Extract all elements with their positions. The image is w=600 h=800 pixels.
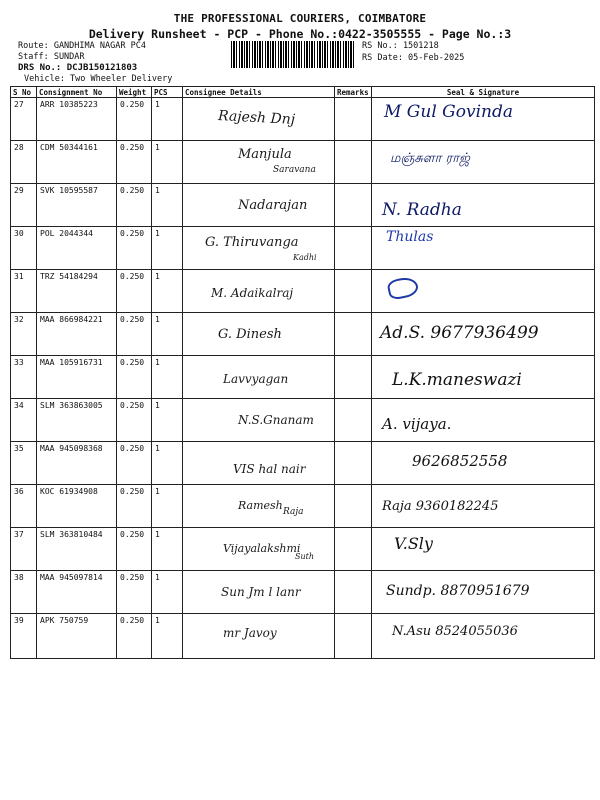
drs-number: DRS No.: DCJB150121803 [18,63,138,73]
consignee-cell [183,356,335,399]
rs-number: RS No.: 1501218 [362,41,439,51]
weight-cell: 0.250 [117,227,152,270]
sno-cell: 35 [11,442,37,485]
sno-cell: 36 [11,485,37,528]
staff-label: Staff: SUNDAR [18,52,85,62]
table-row [11,442,595,485]
consignee-handwriting-line2: Raja [283,507,304,517]
sno-cell: 34 [11,399,37,442]
consignment-cell: POL 2044344 [37,227,117,270]
remarks-cell [335,528,372,571]
consignee-handwriting: N.S.Gnanam [238,413,314,427]
consignment-cell: MAA 866984221 [37,313,117,356]
weight-cell: 0.250 [117,313,152,356]
signature-handwriting: 9626852558 [412,452,508,470]
table-header-row [11,87,595,98]
table-row [11,571,595,614]
signature-scribble [386,275,420,301]
consignee-handwriting: Ramesh [238,499,283,512]
rs-date: RS Date: 05-Feb-2025 [362,53,465,63]
signature-handwriting: L.K.maneswazi [392,370,522,390]
barcode [231,41,356,68]
signature-cell [372,571,595,614]
consignee-cell [183,485,335,528]
table-row [11,227,595,270]
table-row [11,98,595,141]
signature-cell [372,485,595,528]
pcs-cell: 1 [152,184,183,227]
consignee-handwriting: Manjula [238,147,292,162]
weight-cell: 0.250 [117,571,152,614]
vehicle-label: Vehicle: Two Wheeler Delivery [24,74,173,84]
consignee-handwriting: G. Thiruvanga [205,235,299,250]
signature-cell [372,356,595,399]
consignee-cell [183,442,335,485]
signature-handwriting: M Gul Govinda [384,102,514,122]
signature-handwriting: N.Asu 8524055036 [392,624,518,639]
remarks-cell [335,485,372,528]
signature-handwriting: மஞ்சுளா ராஜ் [390,151,470,166]
weight-cell: 0.250 [117,399,152,442]
consignee-handwriting: Sun Jm l lanr [221,585,301,599]
route-label: Route: GANDHIMA NAGAR PC4 [18,41,146,51]
consignment-cell: SLM 363810484 [37,528,117,571]
remarks-cell [335,399,372,442]
remarks-cell [335,356,372,399]
consignee-cell [183,571,335,614]
weight-cell: 0.250 [117,485,152,528]
signature-cell [372,98,595,141]
col-header-signature: Seal & Signature [372,87,595,98]
col-header-sno: S No [11,87,37,98]
consignee-handwriting: VIS hal nair [233,462,306,476]
pcs-cell: 1 [152,98,183,141]
sno-cell: 37 [11,528,37,571]
consignee-cell [183,98,335,141]
consignee-handwriting: Lavvyagan [223,372,289,386]
table-row [11,313,595,356]
sno-cell: 32 [11,313,37,356]
consignment-cell: MAA 105916731 [37,356,117,399]
signature-cell [372,442,595,485]
weight-cell: 0.250 [117,184,152,227]
signature-cell [372,141,595,184]
consignee-cell [183,528,335,571]
remarks-cell [335,270,372,313]
col-header-weight: Weight [117,87,152,98]
consignment-cell: TRZ 54184294 [37,270,117,313]
company-title: THE PROFESSIONAL COURIERS, COIMBATORE [173,12,427,25]
signature-cell [372,399,595,442]
table-row [11,270,595,313]
signature-cell [372,614,595,659]
pcs-cell: 1 [152,141,183,184]
pcs-cell: 1 [152,399,183,442]
sno-cell: 28 [11,141,37,184]
signature-cell [372,270,595,313]
weight-cell: 0.250 [117,356,152,399]
signature-cell [372,528,595,571]
pcs-cell: 1 [152,485,183,528]
consignee-cell [183,313,335,356]
runsheet-subtitle: Delivery Runsheet - PCP - Phone No.:0422-3505555 - Page No.:3 [88,27,512,41]
consignee-handwriting: Nadarajan [238,198,308,213]
consignee-handwriting-line2: Saravana [273,165,316,175]
consignment-cell: SVK 10595587 [37,184,117,227]
table-row [11,614,595,659]
col-header-consignment: Consignment No [37,87,117,98]
pcs-cell: 1 [152,270,183,313]
remarks-cell [335,141,372,184]
consignment-cell: ARR 10385223 [37,98,117,141]
remarks-cell [335,227,372,270]
col-header-pcs: PCS [152,87,183,98]
sno-cell: 29 [11,184,37,227]
table-row [11,141,595,184]
consignee-handwriting-line2: Suth [295,552,314,561]
signature-handwriting: Sundp. 8870951679 [386,583,530,599]
pcs-cell: 1 [152,227,183,270]
weight-cell: 0.250 [117,98,152,141]
signature-handwriting: A. vijaya. [382,415,452,433]
consignment-cell: SLM 363863005 [37,399,117,442]
consignment-cell: MAA 945098368 [37,442,117,485]
consignee-handwriting: M. Adaikalraj [211,286,294,300]
consignee-handwriting: G. Dinesh [218,327,282,342]
weight-cell: 0.250 [117,141,152,184]
signature-handwriting: Thulas [386,229,434,245]
weight-cell: 0.250 [117,270,152,313]
pcs-cell: 1 [152,571,183,614]
table-row [11,184,595,227]
consignee-cell [183,399,335,442]
weight-cell: 0.250 [117,528,152,571]
signature-handwriting: N. Radha [382,200,462,220]
consignee-cell [183,227,335,270]
signature-cell [372,227,595,270]
sno-cell: 38 [11,571,37,614]
pcs-cell: 1 [152,442,183,485]
consignee-handwriting: Rajesh Dnj [217,107,296,129]
pcs-cell: 1 [152,313,183,356]
pcs-cell: 1 [152,356,183,399]
signature-handwriting: Ad.S. 9677936499 [380,323,539,343]
consignee-cell [183,270,335,313]
table-row [11,528,595,571]
consignment-cell: KOC 61934908 [37,485,117,528]
sno-cell: 33 [11,356,37,399]
consignee-cell [183,141,335,184]
col-header-remarks: Remarks [335,87,372,98]
remarks-cell [335,313,372,356]
consignment-cell: APK 750759 [37,614,117,659]
consignee-handwriting-line2: Kadhi [293,253,317,262]
table-row [11,356,595,399]
pcs-cell: 1 [152,614,183,659]
table-row [11,485,595,528]
sno-cell: 30 [11,227,37,270]
remarks-cell [335,442,372,485]
signature-cell [372,313,595,356]
runsheet-table [10,86,595,659]
consignee-handwriting: mr Javoy [223,626,277,640]
weight-cell: 0.250 [117,442,152,485]
consignee-handwriting: Vijayalakshmi [223,542,301,555]
consignee-cell [183,614,335,659]
signature-cell [372,184,595,227]
consignee-cell [183,184,335,227]
signature-handwriting: Raja 9360182245 [382,499,499,514]
remarks-cell [335,184,372,227]
pcs-cell: 1 [152,528,183,571]
sno-cell: 31 [11,270,37,313]
signature-handwriting: V.Sly [394,534,433,553]
remarks-cell [335,98,372,141]
consignment-cell: CDM 50344161 [37,141,117,184]
consignment-cell: MAA 945097814 [37,571,117,614]
sno-cell: 27 [11,98,37,141]
remarks-cell [335,614,372,659]
remarks-cell [335,571,372,614]
weight-cell: 0.250 [117,614,152,659]
col-header-consignee: Consignee Details [183,87,335,98]
table-row [11,399,595,442]
sno-cell: 39 [11,614,37,659]
